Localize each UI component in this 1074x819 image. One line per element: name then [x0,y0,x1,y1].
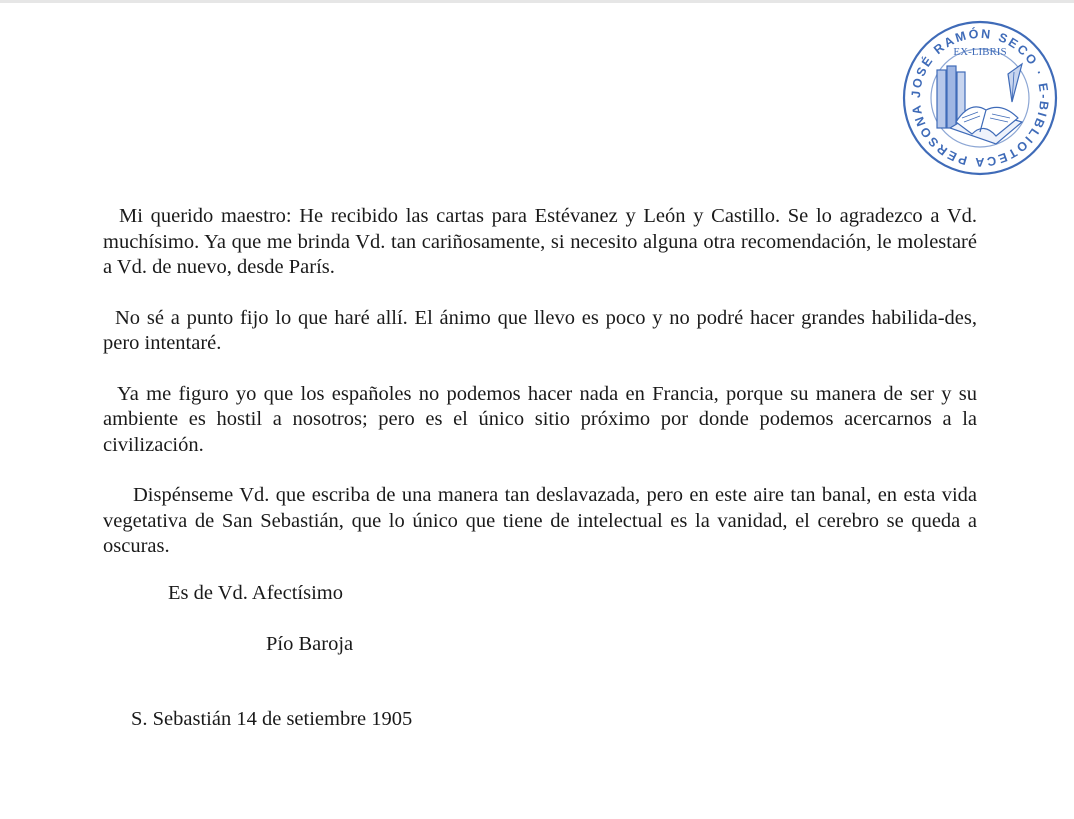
letter-body [103,204,977,585]
paragraph-plans: No sé a punto fijo lo que haré allí. El ánimo que llevo es poco y no podré hacer grandes habilida-des, pero intentaré. [103,306,977,354]
letter-signature: Pío Baroja [266,633,354,655]
letter-closing: Es de Vd. Afectísimo [168,582,343,604]
paragraph-greeting: Mi querido maestro: He recibido las cartas para Estévanez y León y Castillo. Se lo agradezco a Vd. muchísimo. Ya que me brinda Vd. tan cariñosamente, si necesito alguna otra recomendación, le molestaré a Vd. de nuevo, desde París. [103,205,977,278]
stamp-center-text: EX-LIBRIS [953,46,1007,58]
books-illustration-icon [937,64,1022,144]
stamp-arc-text: JOSÉ RAMÓN SECO · E-BIBLIOTECA PERSONA [908,26,1052,170]
ex-libris-seal-icon [900,18,1060,178]
top-border [0,0,1074,3]
ex-libris-stamp [900,18,1060,178]
paragraph-apology: Dispénseme Vd. que escriba de una manera tan deslavazada, pero en este aire tan banal, en esta vida vegetativa de San Sebastián, que lo único que tiene de intelectual es la vanidad, el cerebro se queda a oscuras. [103,484,977,557]
paragraph-france: Ya me figuro yo que los españoles no podemos hacer nada en Francia, porque su manera de ser y su ambiente es hostil a nosotros; pero es el único sitio próximo por donde podemos acercarnos a la civilización. [103,382,977,456]
place-and-date: S. Sebastián 14 de setiembre 1905 [131,708,413,730]
